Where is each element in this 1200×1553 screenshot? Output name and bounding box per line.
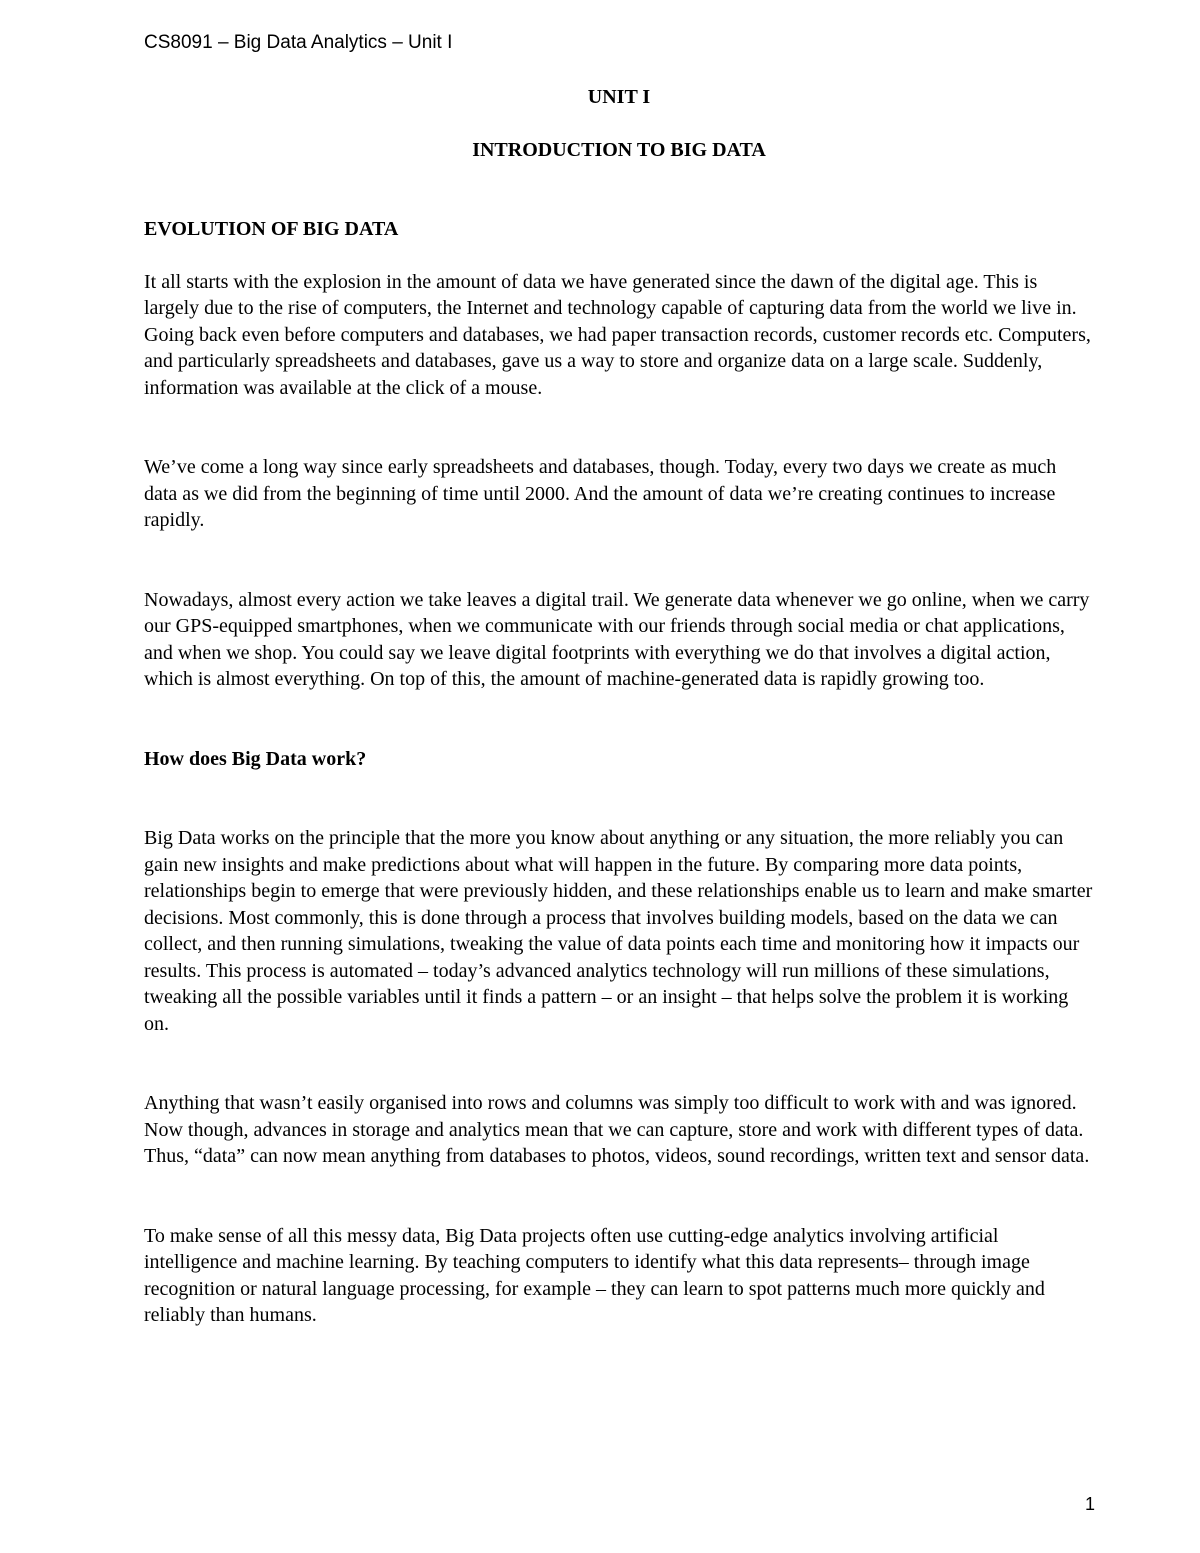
- page-content: [144, 84, 1094, 1329]
- page-number: 1: [1085, 1494, 1096, 1514]
- paragraph: It all starts with the explosion in the amount of data we have generated since the dawn of the digital age. This is largely due to the rise of computers, the Internet and technology capable of capturing data from the world we live in. Going back even before computers and databases, we had paper transaction records, customer records etc. Computers, and particularly spreadsheets and databases, gave us a way to store and organize data on a large scale. Suddenly, information was available at the click of a mouse.: [144, 270, 1091, 399]
- paragraph: To make sense of all this messy data, Big Data projects often use cutting-edge analytics involving artificial intelligence and machine learning. By teaching computers to identify what this data represents– through image recognition or natural language processing, for example – they can learn to spot patterns much more quickly and reliably than humans.: [144, 1224, 1045, 1326]
- paragraph: Nowadays, almost every action we take leaves a digital trail. We generate data whenever we go online, when we carry our GPS-equipped smartphones, when we communicate with our friends through social media or chat applications, and when we shop. You could say we leave digital footprints with everything we do that involves a digital action, which is almost everything. On top of this, the amount of machine-generated data is rapidly growing too.: [144, 588, 1090, 690]
- unit-title: UNIT I: [587, 86, 651, 108]
- paragraph: We’ve come a long way since early spreadsheets and databases, though. Today, every two days we create as much data as we did from the beginning of time until 2000. And the amount of data we’re creating continues to increase rapidly.: [144, 456, 1057, 531]
- running-header: CS8091 – Big Data Analytics – Unit I: [144, 32, 453, 53]
- chapter-title: INTRODUCTION TO BIG DATA: [472, 138, 766, 161]
- paragraph: Big Data works on the principle that the more you know about anything or any situation, the more reliably you can gain new insights and make predictions about what will happen in the future. By comparing more data points, relationships begin to emerge that were previously hidden, and these relationships enable us to learn and make smarter decisions. Most commonly, this is done through a process that involves building models, based on the data we can collect, and then running simulations, tweaking the value of data points each time and monitoring how it impacts our results. This process is automated – today’s advanced analytics technology will run millions of these simulations, tweaking all the possible variables until it finds a pattern – or an insight – that helps solve the problem it is working on.: [144, 827, 1093, 1035]
- section-heading-how-it-works: How does Big Data work?: [144, 747, 367, 770]
- paragraph: Anything that wasn’t easily organised into rows and columns was simply too difficult to work with and was ignored. Now though, advances in storage and analytics mean that we can capture, store and work with different types of data. Thus, “data” can now mean anything from databases to photos, videos, sound recordings, written text and sensor data.: [144, 1092, 1090, 1167]
- section-heading-evolution: EVOLUTION OF BIG DATA: [144, 218, 399, 240]
